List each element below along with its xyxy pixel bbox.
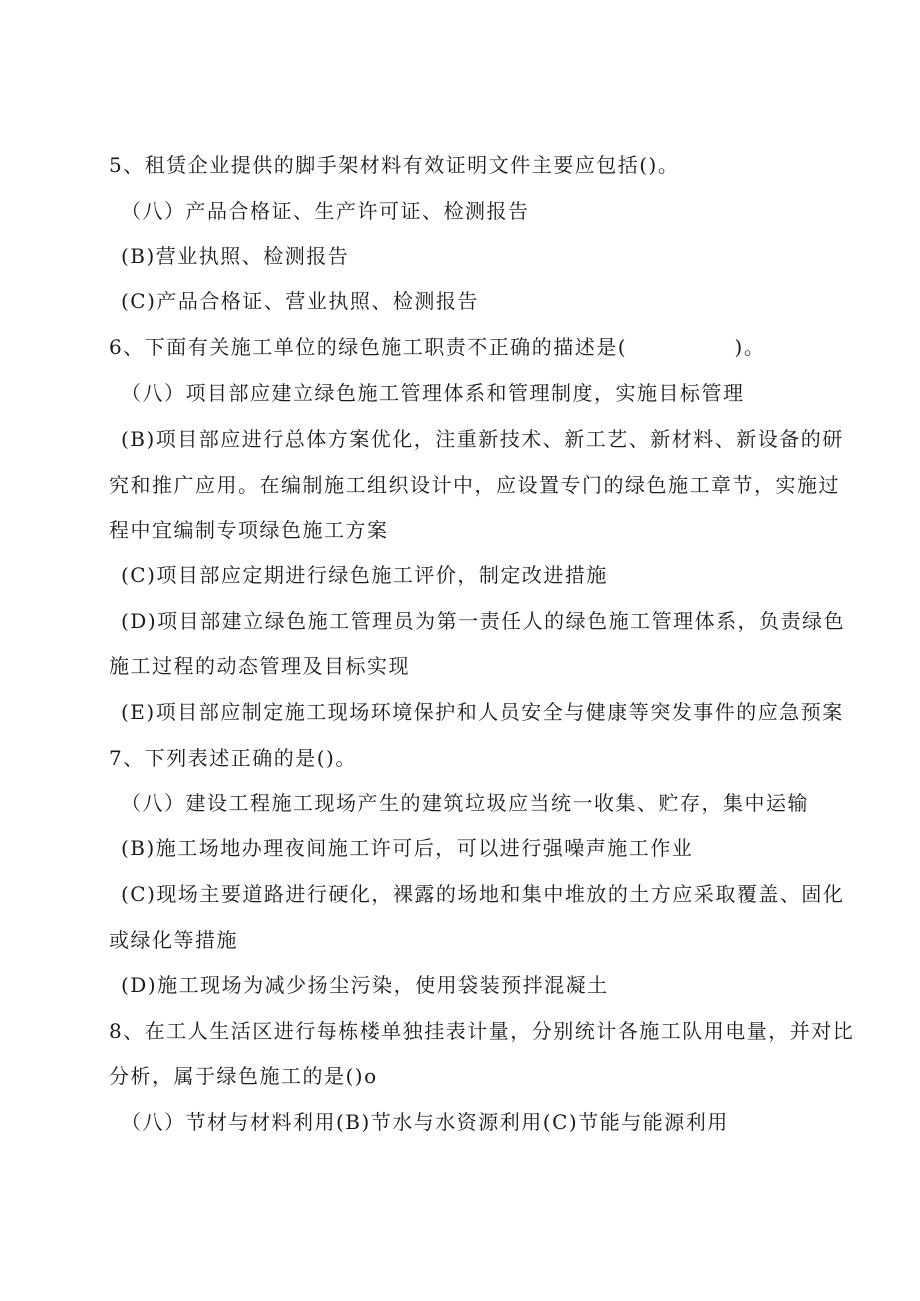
question-6-option-c: (C)项目部应定期进行绿色施工评价，制定改进措施 xyxy=(121,563,608,587)
question-6-option-e: (E)项目部应制定施工现场环境保护和人员安全与健康等突发事件的应急预案 xyxy=(121,700,844,724)
question-6-option-d-cont: 施工过程的动态管理及目标实现 xyxy=(109,654,410,678)
question-5-option-b: (B)营业执照、检测报告 xyxy=(121,244,350,268)
question-6-option-b-cont: 究和推广应用。在编制施工组织设计中，应设置专门的绿色施工章节，实施过 xyxy=(109,473,840,497)
question-7-option-d: (D)施工现场为减少扬尘污染，使用袋装预拌混凝土 xyxy=(121,973,609,997)
question-6-option-d: (D)项目部建立绿色施工管理员为第一责任人的绿色施工管理体系，负责绿色 xyxy=(121,609,846,633)
question-6-stem: 6、下面有关施工单位的绿色施工职责不正确的描述是( )。 xyxy=(109,335,766,359)
question-8-options: （八）节材与材料利用(B)节水与水资源利用(C)节能与能源利用 xyxy=(121,1110,729,1134)
question-7-option-c-cont: 或绿化等措施 xyxy=(109,928,238,952)
question-7-option-b: (B)施工场地办理夜间施工许可后，可以进行强噪声施工作业 xyxy=(121,836,694,860)
question-7-stem: 7、下列表述正确的是()。 xyxy=(109,746,357,770)
question-5-stem: 5、租赁企业提供的脚手架材料有效证明文件主要应包括()。 xyxy=(109,153,680,177)
question-7-option-c: (C)现场主要道路进行硬化，裸露的场地和集中堆放的土方应采取覆盖、固化 xyxy=(121,882,845,906)
question-6-option-a: （八）项目部应建立绿色施工管理体系和管理制度，实施目标管理 xyxy=(121,381,745,405)
question-8-stem-cont: 分析，属于绿色施工的是()o xyxy=(109,1064,378,1088)
question-5-option-a: （八）产品合格证、生产许可证、检测报告 xyxy=(121,199,530,223)
question-8-stem: 8、在工人生活区进行每栋楼单独挂表计量，分别统计各施工队用电量，并对比 xyxy=(109,1019,855,1043)
question-6-option-b: (B)项目部应进行总体方案优化，注重新技术、新工艺、新材料、新设备的研 xyxy=(121,427,844,451)
question-6-option-b-cont: 程中宜编制专项绿色施工方案 xyxy=(109,518,389,542)
question-5-option-c: (C)产品合格证、营业执照、检测报告 xyxy=(121,289,479,313)
question-7-option-a: （八）建设工程施工现场产生的建筑垃圾应当统一收集、贮存，集中运输 xyxy=(121,791,809,815)
